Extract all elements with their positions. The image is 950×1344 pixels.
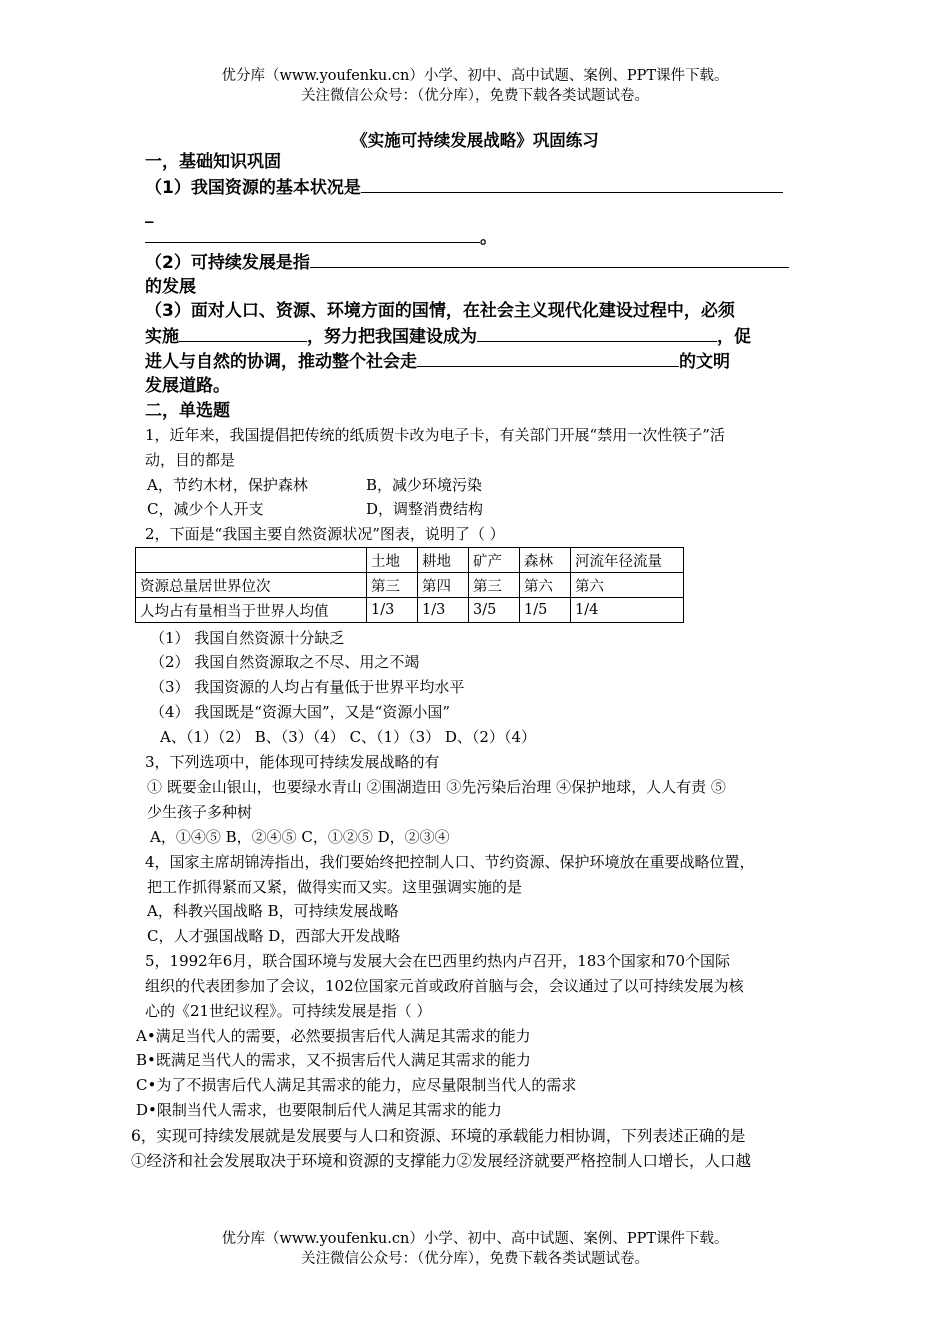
mc-q1-stem-2: 动，目的都是 [145, 451, 236, 469]
fill-q1-blank-2[interactable] [145, 226, 480, 243]
table-header-row [136, 548, 684, 573]
page-footer [0, 1229, 950, 1269]
section-1-heading: 一，基础知识巩固 [145, 152, 281, 172]
mc-q3-options[interactable]: A，①④⑤ B，②④⑤ C，①②⑤ D，②③④ [150, 828, 450, 846]
fill-q3-blank-2[interactable] [477, 325, 717, 342]
mc-q2-statement-4: （4） 我国既是“资源大国”，又是“资源小国” [150, 703, 450, 721]
fill-q1-dash: _ [145, 204, 154, 224]
table-cell: 1/3 [367, 598, 418, 623]
table-cell: 河流年径流量 [571, 548, 684, 573]
table-cell: 第六 [571, 573, 684, 598]
mc-q5-option-b[interactable]: B•既满足当代人的需求，又不损害后代人满足其需求的能力 [136, 1051, 531, 1069]
table-cell: 耕地 [418, 548, 469, 573]
mc-q5-option-c[interactable]: C•为了不损害后代人满足其需求的能力，应尽量限制当代人的需求 [136, 1076, 577, 1094]
table-row [136, 598, 684, 623]
fill-q3-text-a: 实施 [145, 327, 179, 347]
mc-q1-option-d[interactable]: D，调整消费结构 [366, 500, 484, 518]
mc-q5-stem-1: 5，1992年6月，联合国环境与发展大会在巴西里约热内卢召开，183个国家和70个国际 [145, 952, 730, 970]
table-cell: 森林 [520, 548, 571, 573]
page-header [0, 66, 950, 106]
mc-q6-stem-2: ①经济和社会发展取决于环境和资源的支撑能力②发展经济就要严格控制人口增长，人口越 [131, 1152, 752, 1170]
mc-q1-option-a[interactable]: A，节约木材，保护森林 [147, 476, 308, 494]
mc-q5-option-a[interactable]: A•满足当代人的需要，必然要损害后代人满足其需求的能力 [136, 1027, 531, 1045]
mc-q1-option-c[interactable]: C，减少个人开支 [147, 500, 264, 518]
mc-q4-options-cd[interactable]: C，人才强国战略 D，西部大开发战略 [147, 927, 401, 945]
table-cell: 矿产 [469, 548, 520, 573]
fill-q3-text-b: ，努力把我国建设成为 [307, 327, 477, 347]
fill-q2-blank[interactable] [310, 251, 789, 268]
mc-q3-stem: 3，下列选项中，能体现可持续发展战略的有 [145, 753, 440, 771]
mc-q1-option-b[interactable]: B，减少环境污染 [366, 476, 483, 494]
header-line-2: 关注微信公众号：（优分库），免费下载各类试题试卷。 [301, 88, 649, 104]
table-cell: 第三 [367, 573, 418, 598]
fill-q3-line-2 [145, 325, 751, 348]
table-cell [136, 548, 367, 573]
header-line-1: 优分库（www.youfenku.cn）小学、初中、高中试题、案例、PPT课件下载。 [221, 68, 729, 84]
fill-q3-text-e: 的文明 [679, 352, 730, 372]
table-cell: 资源总量居世界位次 [136, 573, 367, 598]
table-cell: 3/5 [469, 598, 520, 623]
mc-q2-stem: 2，下面是“我国主要自然资源状况”图表，说明了（ ） [145, 525, 505, 543]
fill-q2 [145, 251, 789, 274]
mc-q3-choices-2: 少生孩子多种树 [147, 803, 253, 821]
mc-q4-stem-2: 把工作抓得紧而又紧，做得实而又实。这里强调实施的是 [147, 878, 523, 896]
fill-q3-line-3 [145, 350, 730, 373]
mc-q1-stem-1: 1，近年来，我国提倡把传统的纸质贺卡改为电子卡，有关部门开展“禁用一次性筷子”活 [145, 426, 725, 444]
mc-q2-statement-1: （1） 我国自然资源十分缺乏 [150, 629, 345, 647]
table-row [136, 573, 684, 598]
mc-q2-statement-3: （3） 我国资源的人均占有量低于世界平均水平 [150, 678, 465, 696]
fill-q3-line-1: （3）面对人口、资源、环境方面的国情，在社会主义现代化建设过程中，必须 [145, 301, 735, 321]
table-cell: 第三 [469, 573, 520, 598]
table-cell: 土地 [367, 548, 418, 573]
fill-q3-text-d: 进人与自然的协调，推动整个社会走 [145, 352, 417, 372]
fill-q1-prompt: （1）我国资源的基本状况是 [145, 178, 361, 198]
table-cell: 人均占有量相当于世界人均值 [136, 598, 367, 623]
footer-line-2: 关注微信公众号：（优分库），免费下载各类试题试卷。 [301, 1251, 649, 1267]
fill-q1-continued [145, 226, 497, 249]
mc-q3-choices-1: ① 既要金山银山，也要绿水青山 ②围湖造田 ③先污染后治理 ④保护地球，人人有责 ⑤ [147, 778, 726, 796]
section-2-heading: 二，单选题 [145, 401, 230, 421]
mc-q5-stem-3: 心的《21世纪议程》。可持续发展是指（ ） [145, 1002, 432, 1020]
table-cell: 第四 [418, 573, 469, 598]
fill-q3-text-c: ，促 [717, 327, 751, 347]
fill-q1 [145, 176, 783, 199]
document-title: 《实施可持续发展战略》巩固练习 [351, 131, 599, 150]
fill-q3-line-4: 发展道路。 [145, 376, 230, 396]
footer-line-1: 优分库（www.youfenku.cn）小学、初中、高中试题、案例、PPT课件下载。 [221, 1231, 729, 1247]
table-cell: 1/5 [520, 598, 571, 623]
table-cell: 1/4 [571, 598, 684, 623]
mc-q6-stem-1: 6，实现可持续发展就是发展要与人口和资源、环境的承载能力相协调，下列表述正确的是 [131, 1127, 746, 1145]
fill-q3-blank-3[interactable] [417, 350, 679, 367]
table-cell: 1/3 [418, 598, 469, 623]
mc-q2-statement-2: （2） 我国自然资源取之不尽、用之不竭 [150, 653, 420, 671]
mc-q2-options[interactable]: A、（1）（2） B、（3）（4） C、（1）（3） D、（2）（4） [160, 728, 537, 746]
fill-q2-suffix: 的发展 [145, 277, 196, 297]
mc-q4-stem-1: 4，国家主席胡锦涛指出，我们要始终把控制人口、节约资源、保护环境放在重要战略位置， [145, 853, 755, 871]
fill-q1-blank[interactable] [361, 176, 783, 193]
mc-q5-option-d[interactable]: D•限制当代人需求，也要限制后代人满足其需求的能力 [136, 1101, 502, 1119]
fill-q1-end: 。 [480, 228, 497, 248]
fill-q2-prompt: （2）可持续发展是指 [145, 253, 310, 273]
mc-q5-stem-2: 组织的代表团参加了会议，102位国家元首或政府首脑与会，会议通过了以可持续发展为核 [145, 977, 744, 995]
fill-q3-blank-1[interactable] [179, 325, 307, 342]
table-cell: 第六 [520, 573, 571, 598]
resource-table [135, 547, 684, 623]
mc-q4-options-ab[interactable]: A，科教兴国战略 B，可持续发展战略 [147, 902, 399, 920]
